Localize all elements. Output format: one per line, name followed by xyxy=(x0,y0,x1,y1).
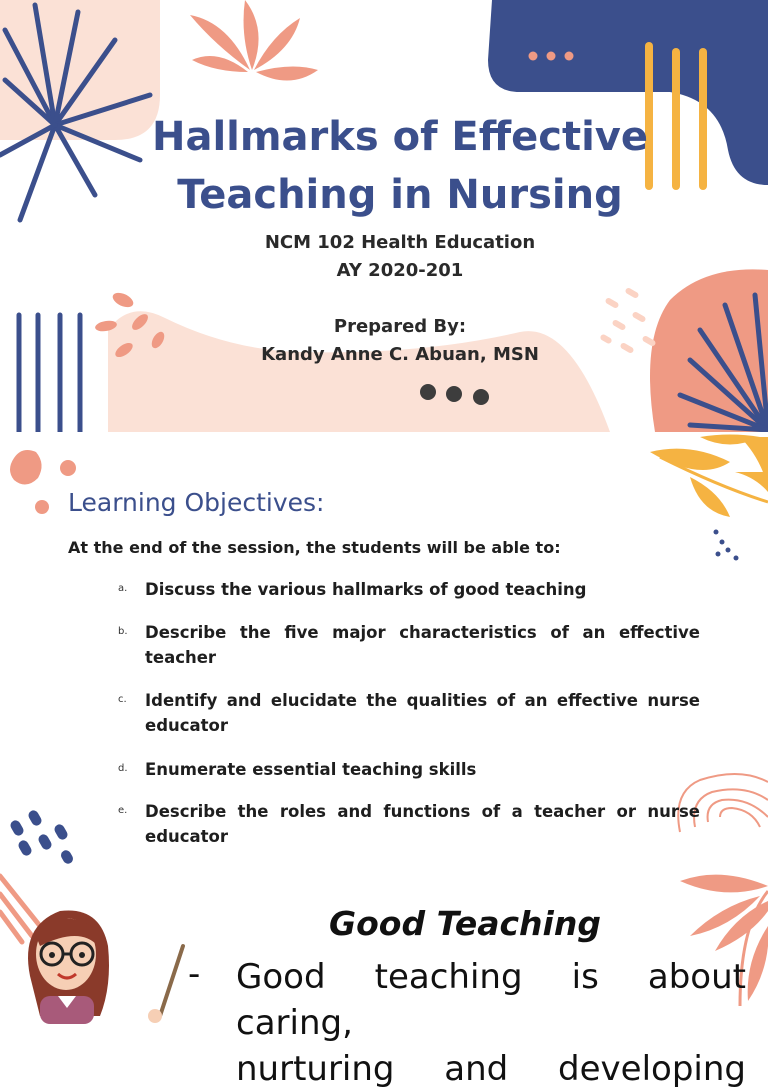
good-teaching-line-1: Good teaching is about caring, xyxy=(236,957,746,1043)
objective-item xyxy=(118,577,700,602)
pointer-stick xyxy=(160,946,183,1016)
objective-text: Discuss the various hallmarks of good teaching xyxy=(145,580,587,599)
objective-item xyxy=(118,799,700,849)
good-teaching-text xyxy=(236,954,746,1092)
good-teaching-heading: Good Teaching xyxy=(329,904,601,943)
objective-letter: e. xyxy=(118,805,128,816)
objective-item xyxy=(118,688,700,738)
good-teaching-line-2: nurturing and developing xyxy=(236,1049,746,1089)
objective-text: Describe the roles and functions of a teacher or nurse educator xyxy=(145,802,700,846)
coral-leaf-icon xyxy=(190,0,318,81)
title-slide xyxy=(0,0,768,432)
gold-bar xyxy=(699,48,707,190)
author-name: Kandy Anne C. Abuan, MSN xyxy=(261,344,539,365)
title-line-2: Teaching in Nursing xyxy=(177,172,623,218)
academic-year: AY 2020-201 xyxy=(336,260,464,281)
objective-letter: b. xyxy=(118,626,128,637)
navy-stripes xyxy=(19,315,80,432)
objective-text: Identify and elucidate the qualities of an effective nurse educator xyxy=(145,691,700,735)
presentation-title xyxy=(100,108,700,224)
course-name: NCM 102 Health Education xyxy=(264,232,536,253)
coral-blob xyxy=(10,450,42,485)
navy-dots xyxy=(714,530,739,561)
objectives-heading: Learning Objectives: xyxy=(68,488,325,517)
objective-letter: c. xyxy=(118,694,127,705)
title-line-1: Hallmarks of Effective xyxy=(151,114,649,160)
bullet-dash: - xyxy=(188,954,201,994)
objective-letter: d. xyxy=(118,763,128,774)
good-teaching-slide xyxy=(0,866,768,1089)
objective-item xyxy=(118,757,700,782)
objective-letter: a. xyxy=(118,583,128,594)
objectives-slide xyxy=(0,432,768,866)
objective-text: Enumerate essential teaching skills xyxy=(145,760,477,779)
navy-dashes xyxy=(9,809,75,866)
objective-text: Describe the five major characteristics of an effective teacher xyxy=(145,623,700,667)
objectives-intro: At the end of the session, the students will be able to: xyxy=(68,538,561,557)
teacher-avatar xyxy=(28,910,109,1024)
objective-item xyxy=(118,620,700,670)
gold-leaf-icon xyxy=(650,435,768,518)
prepared-by-label: Prepared By: xyxy=(333,316,467,337)
